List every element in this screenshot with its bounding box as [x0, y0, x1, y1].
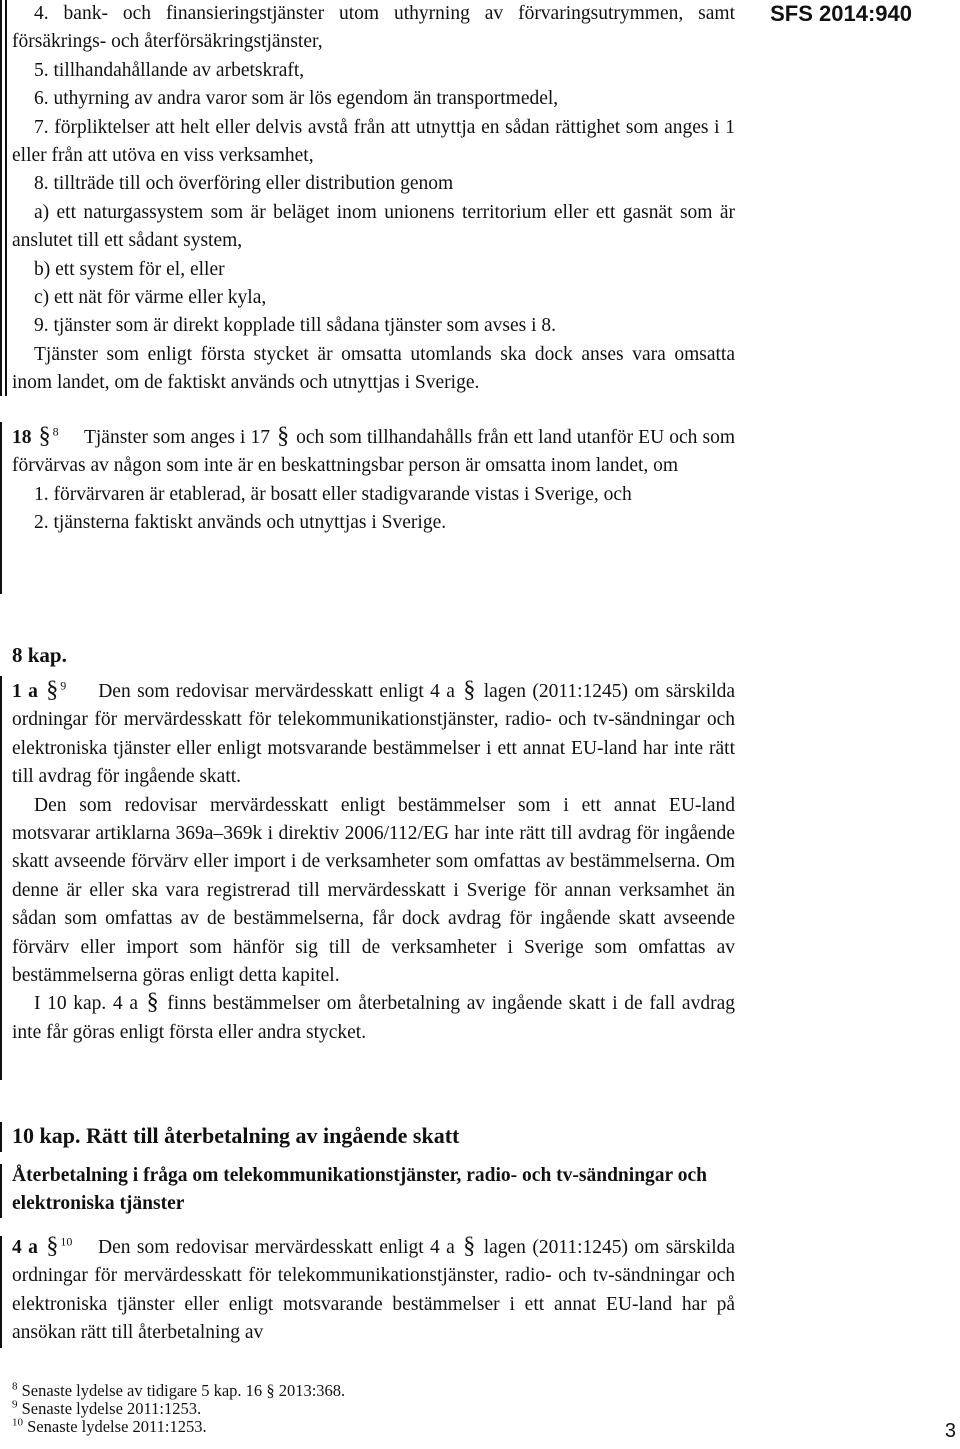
footnote-ref: 10: [60, 1234, 73, 1249]
section-number: 4 a: [12, 1237, 38, 1258]
chapter-heading: 10 kap. Rätt till återbetalning av ingående skatt: [12, 1123, 460, 1148]
section-text: Den som redovisar mervärdesskatt enligt 4 a: [98, 681, 455, 702]
footnote: [12, 1400, 735, 1418]
paragraph-sign: §: [463, 1233, 476, 1259]
paragraph-sign: §: [46, 1233, 59, 1259]
change-bar-ch8: [0, 676, 2, 1080]
section-text: och som tillhandahålls från ett land utanför EU och som förvärvas av någon som inte är en beskattningsbar person är omsatta inom landet, om: [12, 427, 735, 477]
section-18-intro: [12, 424, 735, 481]
section-paragraph-1: [12, 1234, 735, 1348]
change-bar-ch10-sec: [0, 1236, 2, 1348]
chapter-10: [12, 1120, 735, 1152]
change-bar-sec18: [0, 422, 2, 594]
subheading: Återbetalning i fråga om telekommunikationstjänster, radio- och tv-sändningar och elektroniska tjänster: [12, 1165, 707, 1214]
section-paragraph-2: Den som redovisar mervärdesskatt enligt bestämmelser som i ett annat EU-land motsvarar artiklarna 369a–369k i direktiv 2006/112/EG har inte rätt till avdrag för ingående skatt avseende förvärv eller import i de verksamheter som omfattas av bestämmelserna. Om denne är eller ska vara registrerad till mervärdesskatt i Sverige för annan verksamhet än sådan som omfattas av de bestämmelserna, får dock avdrag för ingående skatt avseende förvärv eller import som hänför sig till de verksamheter i Sverige som omfattas av bestämmelserna göras enligt detta kapitel.: [12, 794, 735, 987]
footnote-ref: 9: [60, 678, 67, 693]
section-text: Tjänster som anges i 17: [83, 427, 270, 448]
list-item-6: 6. uthyrning av andra varor som är lös egendom än transportmedel,: [34, 88, 559, 110]
footnote-number: 8: [12, 1380, 18, 1393]
section-text: lagen (2011:1245) om särskilda ordningar för mervärdesskatt för telekommunikationstjänster, radio- och tv-sändningar och elektroniska tjänster eller enligt motsvarande bestämmelser i ett annat EU-land har inte rätt till avdrag för ingående skatt.: [12, 681, 736, 788]
chapter-10-subheading: [12, 1162, 735, 1218]
list-item-9: 9. tjänster som är direkt kopplade till sådana tjänster som avses i 8.: [34, 315, 557, 337]
list-item: 1. förvärvaren är etablerad, är bosatt eller stadigvarande vistas i Sverige, och: [34, 483, 632, 505]
list-block-a: [12, 0, 735, 398]
footnote-number: 10: [12, 1416, 23, 1429]
section-number: 18: [12, 427, 32, 448]
paragraph-sign: §: [146, 989, 159, 1016]
footnote: [12, 1418, 735, 1436]
paragraph-sign: §: [277, 423, 290, 449]
footnote-text: Senaste lydelse 2011:1253.: [21, 1399, 202, 1418]
footnote-ref: 8: [52, 424, 59, 439]
list-item: 2. tjänsterna faktiskt används och utnyttjas i Sverige.: [34, 512, 447, 534]
footnote-text: Senaste lydelse 2011:1253.: [27, 1417, 207, 1436]
paragraph-sign: §: [463, 677, 476, 703]
section-18: [12, 424, 735, 538]
list-item-8b: b) ett system för el, eller: [34, 258, 225, 280]
section-10-4a: [12, 1234, 735, 1348]
paragraph-sign: §: [46, 677, 59, 703]
paragraph-second: Tjänster som enligt första stycket är omsatta utomlands ska dock anses vara omsatta inom landet, om de faktiskt används och utnyttjas i Sverige.: [12, 343, 735, 394]
footnote-text: 2013:368.: [278, 1381, 346, 1400]
section-text: finns bestämmelser om återbetalning av ingående skatt i de fall avdrag inte får göras enligt första eller andra stycket.: [12, 993, 735, 1043]
change-bar-block-a: [0, 0, 2, 396]
footnotes: [12, 1382, 735, 1436]
change-bar-ch10-sub: [0, 1164, 2, 1218]
section-text: Den som redovisar mervärdesskatt enligt 4 a: [97, 1237, 455, 1258]
chapter-heading: 8 kap.: [12, 643, 67, 667]
list-item-5: 5. tillhandahållande av arbetskraft,: [34, 59, 305, 81]
chapter-8: [12, 640, 735, 670]
section-paragraph-1: [12, 678, 735, 792]
list-item-8c: c) ett nät för värme eller kyla,: [34, 287, 267, 309]
footnote: [12, 1382, 735, 1400]
list-item-4: 4. bank- och finansieringstjänster utom uthyrning av förvaringsutrymmen, samt försäkrings- och återförsäkringstjänster,: [12, 3, 735, 53]
footnote-number: 9: [12, 1398, 18, 1411]
list-item-8a: a) ett naturgassystem som är beläget inom unionens territorium eller ett gasnät som är anslutet till ett sådant system,: [12, 201, 735, 252]
section-number: 1 a: [12, 681, 38, 702]
footnote-text: Senaste lydelse av tidigare 5 kap. 16: [21, 1381, 263, 1400]
paragraph-sign: §: [38, 423, 51, 449]
list-item-8: 8. tillträde till och överföring eller distribution genom: [34, 173, 454, 195]
sfs-number: SFS 2014:940: [770, 1, 912, 26]
section-text: lagen (2011:1245) om särskilda ordningar för mervärdesskatt för telekommunikationstjänster, radio- och tv-sändningar och elektroniska tjänster eller enligt motsvarande bestämmelser i ett annat EU-land har på ansökan rätt till återbetalning av: [12, 1237, 736, 1344]
list-item-7: 7. förpliktelser att helt eller delvis avstå från att utnyttja en sådan rättighet som anges i 1 eller från att utöva en viss verksamhet,: [12, 116, 735, 167]
section-paragraph-3: [12, 990, 735, 1047]
section-text: I 10 kap. 4 a: [34, 993, 138, 1015]
section-8-1a: [12, 678, 735, 1047]
page-number: 3: [944, 1419, 956, 1442]
paragraph-sign: §: [266, 1381, 275, 1400]
change-bar-ch10-heading: [0, 1122, 2, 1152]
